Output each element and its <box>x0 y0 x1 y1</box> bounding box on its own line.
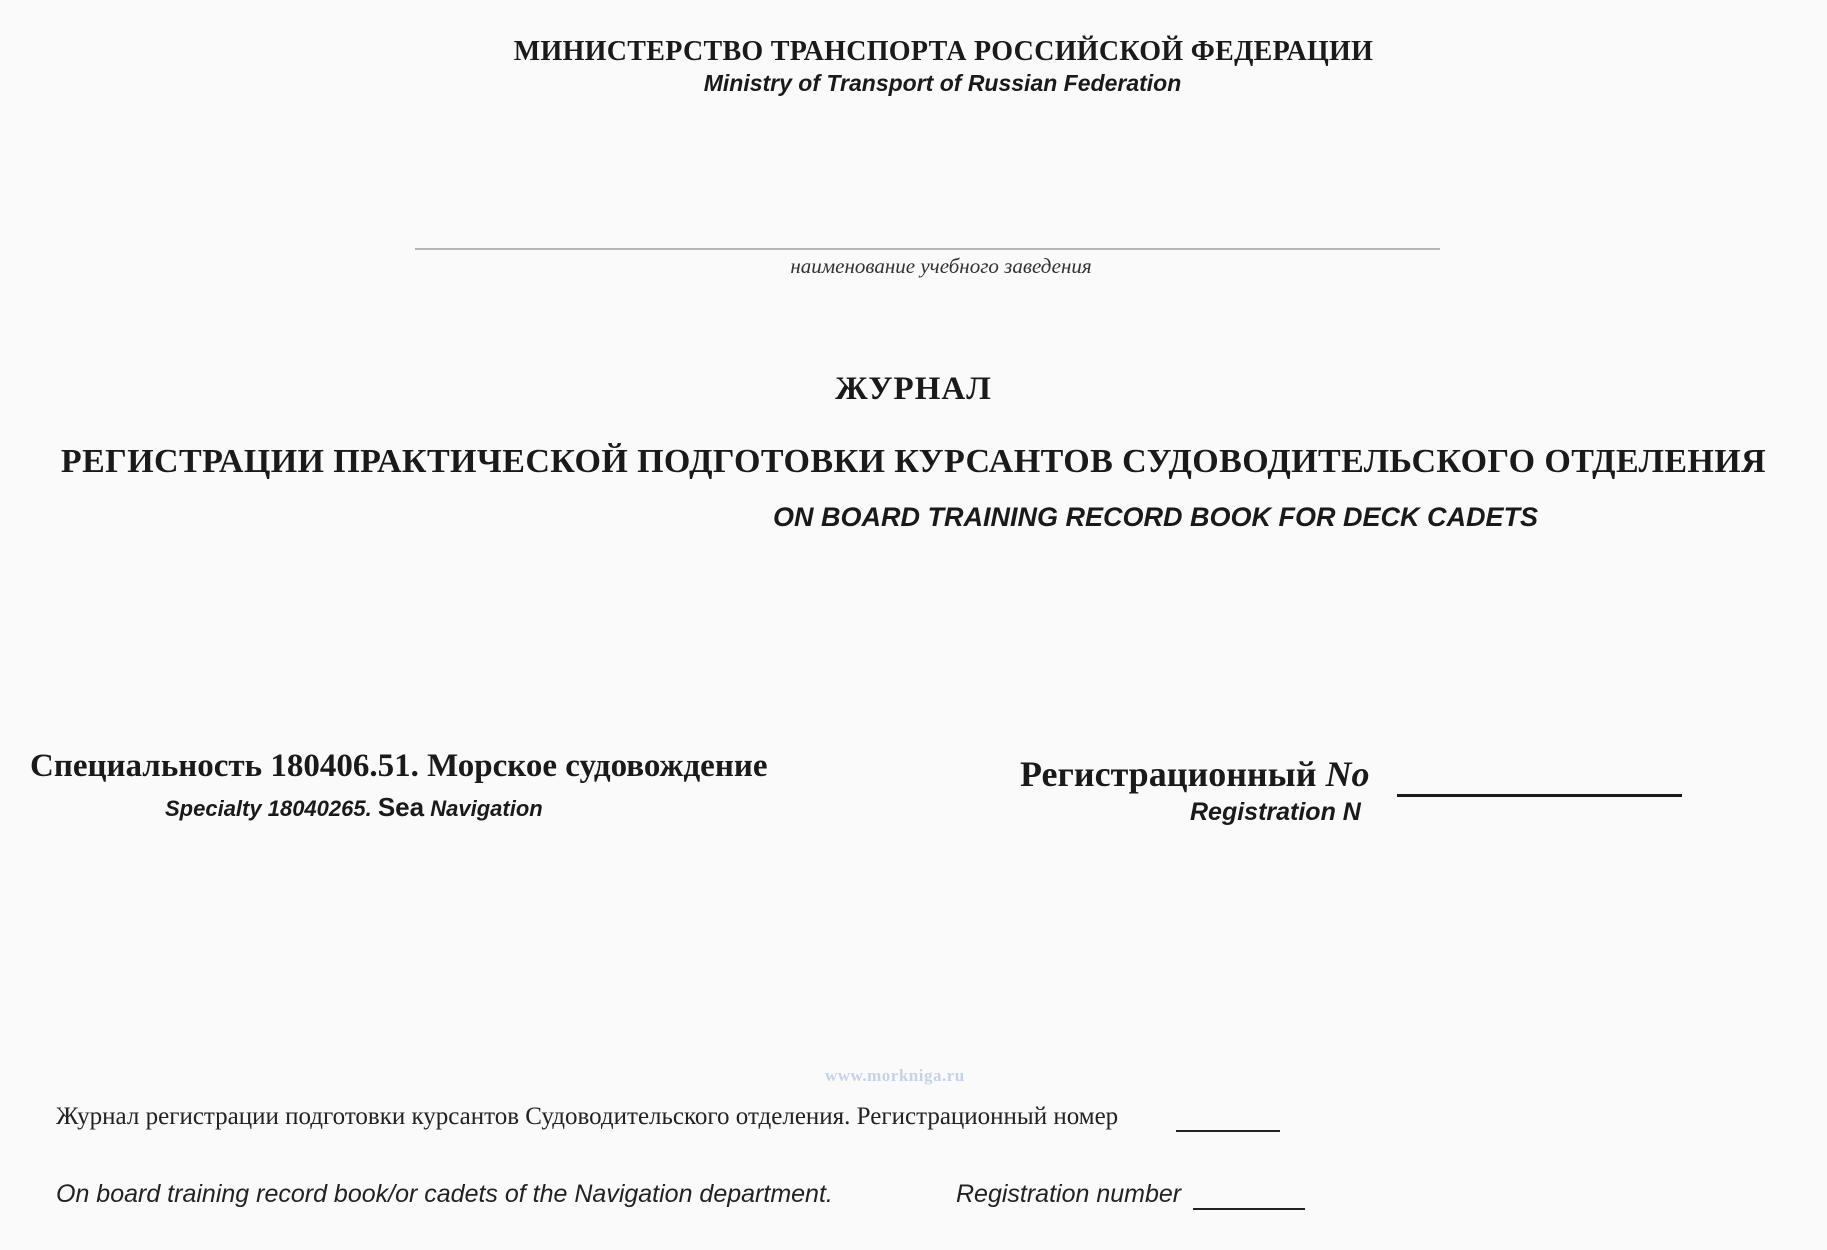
specialty-en-suffix: Navigation <box>430 796 543 821</box>
ministry-title-ru: МИНИСТЕРСТВО ТРАНСПОРТА РОССИЙСКОЙ ФЕДЕРАЦИИ <box>513 36 1374 67</box>
specialty-en-sea: Sea <box>377 792 425 822</box>
institution-caption: наименование учебного заведения <box>790 254 1092 278</box>
footer-en-blank <box>1193 1208 1305 1210</box>
footer-registration-number-en: Registration number <box>956 1180 1182 1208</box>
specialty-en <box>165 792 543 823</box>
journal-subtitle-ru: РЕГИСТРАЦИИ ПРАКТИЧЕСКОЙ ПОДГОТОВКИ КУРСАНТОВ СУДОВОДИТЕЛЬСКОГО ОТДЕЛЕНИЯ <box>60 443 1767 480</box>
registration-word-ru: Регистрационный <box>1020 754 1317 794</box>
journal-subtitle-en: ON BOARD TRAINING RECORD BOOK FOR DECK CADETS <box>773 502 1539 532</box>
registration-no-sign: No <box>1325 754 1370 794</box>
footer-text-en: On board training record book/or cadets of the Navigation department. <box>56 1180 833 1208</box>
specialty-en-prefix: Specialty 18040265. <box>165 796 372 821</box>
ministry-title-en: Ministry of Transport of Russian Federation <box>703 70 1182 96</box>
footer-ru-blank <box>1176 1130 1280 1132</box>
institution-name-line <box>415 248 1440 250</box>
registration-label-ru <box>1020 753 1370 795</box>
watermark: www.morkniga.ru <box>825 1066 965 1085</box>
registration-label-en: Registration N <box>1190 798 1361 826</box>
journal-title: ЖУРНАЛ <box>835 371 992 407</box>
footer-text-ru: Журнал регистрации подготовки курсантов Судоводительского отделения. Регистрационный номер <box>56 1103 1119 1130</box>
registration-number-blank <box>1397 794 1682 797</box>
specialty-ru: Специальность 180406.51. Морское судовождение <box>30 748 768 784</box>
